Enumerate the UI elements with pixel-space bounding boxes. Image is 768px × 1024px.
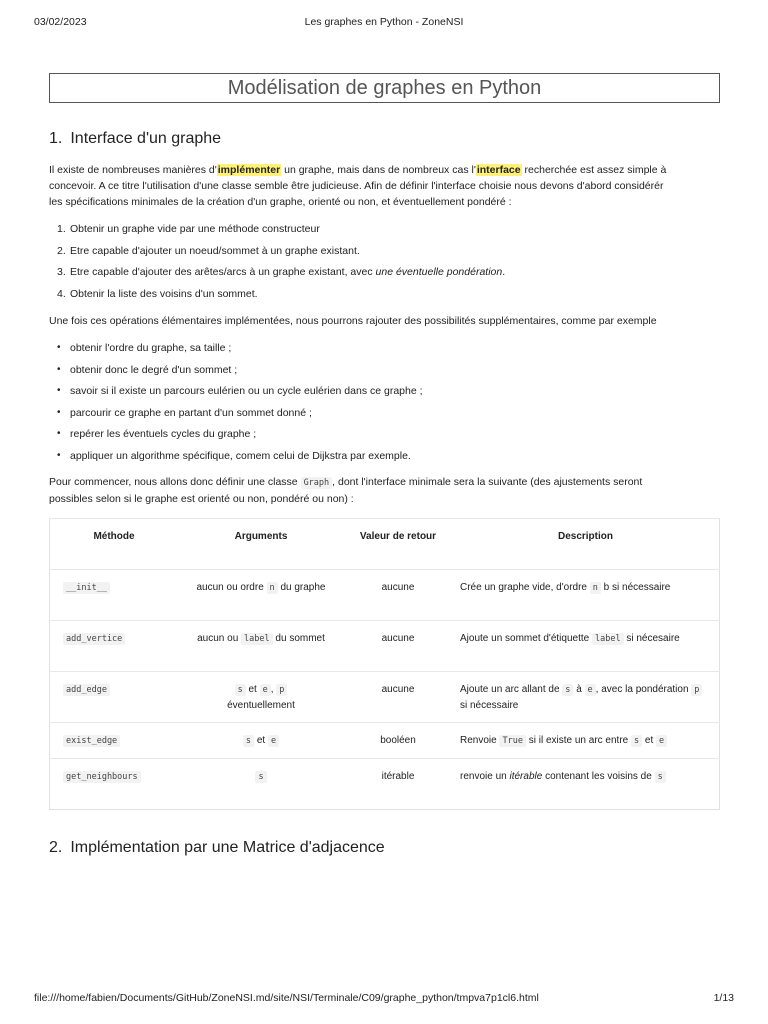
text: un graphe, mais dans de nombreux cas l' bbox=[281, 164, 476, 176]
bullet: • bbox=[57, 363, 61, 375]
text: , avec la pondération bbox=[595, 684, 692, 695]
text: Ajoute un arc allant de bbox=[460, 684, 563, 695]
text: et bbox=[254, 735, 268, 746]
inline-code: n bbox=[267, 582, 278, 594]
inline-code: True bbox=[499, 735, 525, 747]
page-number: 1/13 bbox=[713, 992, 734, 1004]
text: si il existe un arc entre bbox=[525, 735, 631, 746]
document-content bbox=[49, 73, 720, 856]
list-text: appliquer un algorithme spécifique, comem celui de Dijkstra par exemple. bbox=[70, 449, 411, 462]
section-label: Interface d'un graphe bbox=[70, 130, 222, 147]
text: Pour commencer, nous allons donc définir une classe bbox=[49, 476, 301, 488]
list-text: obtenir donc le degré d'un sommet ; bbox=[70, 363, 238, 376]
possibilities-list bbox=[49, 340, 720, 469]
section-number: 1. bbox=[49, 130, 63, 147]
cell-args bbox=[173, 672, 344, 723]
emphasis: itérable bbox=[509, 771, 543, 782]
para-class-intro bbox=[49, 474, 720, 507]
text: aucun ou bbox=[197, 633, 242, 644]
text: possibles selon si le graphe est orienté ou non, pondéré ou non) : bbox=[49, 493, 354, 505]
page-title: Modélisation de graphes en Python bbox=[49, 73, 720, 103]
list-item bbox=[49, 448, 720, 470]
text: , bbox=[270, 684, 277, 695]
list-text: Obtenir la liste des voisins d'un sommet. bbox=[70, 287, 258, 300]
cell-return: aucune bbox=[344, 621, 447, 672]
cell-return: aucune bbox=[344, 672, 447, 723]
list-number: 4. bbox=[57, 287, 66, 300]
text: du graphe bbox=[277, 582, 326, 593]
bullet: • bbox=[57, 428, 61, 439]
bullet: • bbox=[57, 449, 61, 461]
inline-code: label bbox=[592, 633, 624, 645]
highlight-interface: interface bbox=[476, 164, 521, 176]
text: et bbox=[245, 684, 260, 695]
list-number: 2. bbox=[57, 244, 66, 257]
bullet: • bbox=[57, 385, 61, 396]
text: concevoir. A ce titre l'utilisation d'une classe semble être judicieuse. Afin de définir l'interface choisie nous devons d'abord considérér bbox=[49, 180, 664, 192]
list-item bbox=[49, 362, 720, 384]
text: b si nécessaire bbox=[600, 582, 671, 593]
print-url: file:///home/fabien/Documents/GitHub/ZoneNSI.md/site/NSI/Terminale/C09/graphe_python/tmpva7p1cl6.html bbox=[34, 992, 539, 1004]
section-label: Implémentation par une Matrice d'adjacence bbox=[70, 839, 385, 856]
list-text: obtenir l'ordre du graphe, sa taille ; bbox=[70, 342, 232, 354]
text: Renvoie bbox=[460, 735, 500, 746]
cell-return: aucune bbox=[344, 570, 447, 621]
list-item bbox=[49, 383, 720, 405]
table-row bbox=[50, 621, 720, 672]
inline-code: s bbox=[655, 771, 666, 783]
list-text: Etre capable d'ajouter des arêtes/arcs à un graphe existant, avec bbox=[70, 266, 376, 278]
text: Ajoute un sommet d'étiquette bbox=[460, 633, 592, 644]
table-row bbox=[50, 759, 720, 810]
text: les spécifications minimales de la création d'un graphe, orienté ou non, et éventuellement pondéré : bbox=[49, 196, 512, 208]
cell-method bbox=[50, 672, 174, 723]
text: si nécessaire bbox=[460, 700, 519, 711]
cell-description bbox=[447, 570, 720, 621]
cell-args bbox=[173, 723, 344, 759]
list-text: Etre capable d'ajouter un noeud/sommet à un graphe existant. bbox=[70, 244, 360, 257]
highlight-implementer: implémenter bbox=[217, 164, 281, 176]
list-text: . bbox=[502, 266, 506, 278]
text: contenant les voisins de bbox=[542, 771, 655, 782]
section-heading-matrice bbox=[49, 839, 385, 857]
list-item bbox=[49, 221, 720, 243]
list-item bbox=[49, 264, 720, 286]
cell-method bbox=[50, 570, 174, 621]
print-footer bbox=[0, 990, 768, 1006]
cell-method bbox=[50, 759, 174, 810]
print-header bbox=[0, 14, 768, 30]
table-header-row bbox=[50, 519, 720, 570]
inline-code: n bbox=[590, 582, 601, 594]
cell-args bbox=[173, 621, 344, 672]
method-code: exist_edge bbox=[63, 735, 120, 747]
cell-args bbox=[173, 570, 344, 621]
intro-paragraph bbox=[49, 162, 720, 210]
cell-return: itérable bbox=[344, 759, 447, 810]
text: , dont l'interface minimale sera la suivante (des ajustements seront bbox=[332, 476, 643, 488]
text: Il existe de nombreuses manières d' bbox=[49, 164, 217, 176]
text: recherchée est assez simple à bbox=[521, 164, 667, 176]
table-row bbox=[50, 723, 720, 759]
inline-code: e bbox=[656, 735, 667, 747]
table-row bbox=[50, 672, 720, 723]
text: et bbox=[642, 735, 657, 746]
text: du sommet bbox=[272, 633, 325, 644]
specs-list bbox=[49, 221, 720, 307]
method-code: add_vertice bbox=[63, 633, 125, 645]
inline-code: e bbox=[585, 684, 596, 696]
section-heading-interface bbox=[49, 130, 221, 148]
method-code: get_neighbours bbox=[63, 771, 141, 783]
list-item bbox=[49, 405, 720, 427]
section-number: 2. bbox=[49, 839, 63, 856]
list-text: savoir si il existe un parcours eulérien ou un cycle eulérien dans ce graphe ; bbox=[70, 385, 423, 397]
para-possibilities: Une fois ces opérations élémentaires implémentées, nous pourrons rajouter des possibilités supplémentaires, comme par exemple bbox=[49, 315, 657, 327]
cell-args bbox=[173, 759, 344, 810]
bullet: • bbox=[57, 342, 61, 353]
text: si nécesaire bbox=[623, 633, 680, 644]
inline-code: Graph bbox=[301, 477, 333, 489]
print-date: 03/02/2023 bbox=[34, 16, 87, 28]
text: Crée un graphe vide, d'ordre bbox=[460, 582, 590, 593]
list-item bbox=[49, 340, 720, 362]
cell-description bbox=[447, 723, 720, 759]
list-number: 3. bbox=[57, 266, 66, 278]
list-number: 1. bbox=[57, 223, 66, 235]
cell-description bbox=[447, 672, 720, 723]
cell-method bbox=[50, 621, 174, 672]
inline-code: s bbox=[562, 684, 573, 696]
method-code: __init__ bbox=[63, 582, 110, 594]
header-return: Valeur de retour bbox=[344, 519, 447, 570]
list-text: parcourir ce graphe en partant d'un sommet donné ; bbox=[70, 406, 312, 419]
text: renvoie un bbox=[460, 771, 510, 782]
header-method: Méthode bbox=[50, 519, 174, 570]
inline-code: s bbox=[235, 684, 246, 696]
list-item bbox=[49, 286, 720, 308]
cell-method bbox=[50, 723, 174, 759]
print-title: Les graphes en Python - ZoneNSI bbox=[304, 16, 464, 28]
text: à bbox=[573, 684, 585, 695]
inline-code: s bbox=[255, 771, 266, 783]
inline-code: e bbox=[268, 735, 279, 747]
table-row bbox=[50, 570, 720, 621]
inline-code: label bbox=[241, 633, 273, 645]
header-arguments: Arguments bbox=[173, 519, 344, 570]
cell-description bbox=[447, 759, 720, 810]
cell-description bbox=[447, 621, 720, 672]
list-text: repérer les éventuels cycles du graphe ; bbox=[70, 428, 257, 440]
method-code: add_edge bbox=[63, 684, 110, 696]
list-text: Obtenir un graphe vide par une méthode constructeur bbox=[70, 223, 320, 235]
inline-code: e bbox=[260, 684, 271, 696]
list-item bbox=[49, 426, 720, 448]
text: éventuellement bbox=[227, 700, 295, 711]
list-emphasis: une éventuelle pondération bbox=[375, 266, 503, 278]
list-item bbox=[49, 243, 720, 265]
inline-code: p bbox=[276, 684, 287, 696]
inline-code: s bbox=[631, 735, 642, 747]
inline-code: p bbox=[691, 684, 702, 696]
header-description: Description bbox=[447, 519, 720, 570]
bullet: • bbox=[57, 406, 61, 418]
text: aucun ou ordre bbox=[196, 582, 267, 593]
interface-table bbox=[49, 518, 720, 810]
inline-code: s bbox=[243, 735, 254, 747]
cell-return: booléen bbox=[344, 723, 447, 759]
